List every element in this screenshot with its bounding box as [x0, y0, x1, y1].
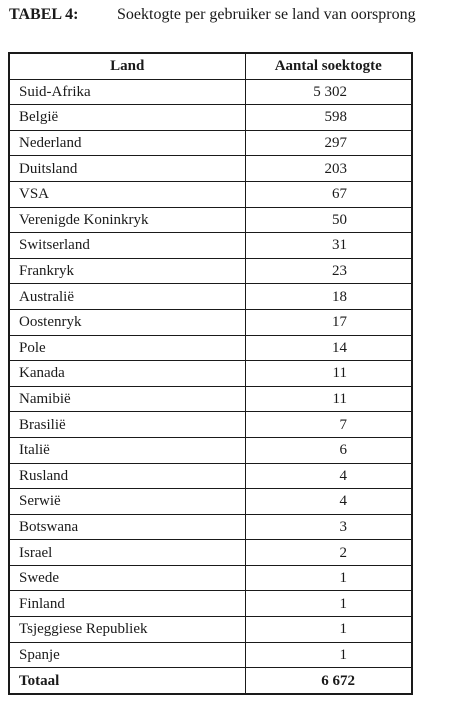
search-count-cell: 1 — [245, 565, 412, 591]
country-cell: Finland — [9, 591, 245, 617]
country-cell: Frankryk — [9, 258, 245, 284]
search-count-cell: 2 — [245, 540, 412, 566]
country-cell: Spanje — [9, 642, 245, 668]
search-count-cell: 23 — [245, 258, 412, 284]
total-label-cell: Totaal — [9, 668, 245, 694]
search-count-cell: 203 — [245, 156, 412, 182]
search-count-cell: 297 — [245, 130, 412, 156]
country-cell: Switserland — [9, 233, 245, 259]
search-count-cell: 11 — [245, 361, 412, 387]
table-row — [9, 489, 412, 515]
table-row — [9, 181, 412, 207]
column-header-land: Land — [9, 53, 245, 79]
country-cell: Botswana — [9, 514, 245, 540]
search-count-cell: 18 — [245, 284, 412, 310]
country-cell: Verenigde Koninkryk — [9, 207, 245, 233]
country-cell: VSA — [9, 181, 245, 207]
table-row — [9, 207, 412, 233]
search-count-cell: 17 — [245, 309, 412, 335]
search-count-cell: 4 — [245, 489, 412, 515]
search-count-cell: 1 — [245, 642, 412, 668]
table-row — [9, 386, 412, 412]
table-row — [9, 437, 412, 463]
country-cell: Swede — [9, 565, 245, 591]
country-cell: Israel — [9, 540, 245, 566]
country-cell: België — [9, 105, 245, 131]
search-count-cell: 50 — [245, 207, 412, 233]
search-count-cell: 14 — [245, 335, 412, 361]
search-by-country-table — [8, 52, 413, 695]
table-title: Soektogte per gebruiker se land van oorsprong — [117, 6, 416, 23]
country-cell: Kanada — [9, 361, 245, 387]
search-count-cell: 5 302 — [245, 79, 412, 105]
table-row — [9, 156, 412, 182]
table-row — [9, 258, 412, 284]
search-count-cell: 67 — [245, 181, 412, 207]
country-cell: Italië — [9, 437, 245, 463]
search-count-cell: 6 — [245, 437, 412, 463]
table-row — [9, 284, 412, 310]
search-count-cell: 7 — [245, 412, 412, 438]
country-cell: Oostenryk — [9, 309, 245, 335]
country-cell: Namibië — [9, 386, 245, 412]
column-header-count: Aantal soektogte — [245, 53, 412, 79]
table-row — [9, 335, 412, 361]
table-row — [9, 233, 412, 259]
table-caption — [9, 4, 467, 26]
search-count-cell: 4 — [245, 463, 412, 489]
table-row — [9, 105, 412, 131]
country-cell: Rusland — [9, 463, 245, 489]
table-row — [9, 412, 412, 438]
search-count-cell: 11 — [245, 386, 412, 412]
table-row — [9, 361, 412, 387]
search-count-cell: 1 — [245, 591, 412, 617]
table-row — [9, 591, 412, 617]
search-count-cell: 3 — [245, 514, 412, 540]
country-cell: Suid-Afrika — [9, 79, 245, 105]
table-total-row — [9, 668, 412, 694]
table-row — [9, 514, 412, 540]
table-number-label: TABEL 4: — [9, 6, 79, 23]
country-cell: Nederland — [9, 130, 245, 156]
table-row — [9, 642, 412, 668]
total-count-cell: 6 672 — [245, 668, 412, 694]
table-header-row — [9, 53, 412, 79]
table-row — [9, 540, 412, 566]
search-count-cell: 31 — [245, 233, 412, 259]
country-cell: Serwië — [9, 489, 245, 515]
table-row — [9, 130, 412, 156]
country-cell: Brasilië — [9, 412, 245, 438]
search-count-cell: 598 — [245, 105, 412, 131]
table-row — [9, 463, 412, 489]
table-row — [9, 617, 412, 643]
country-cell: Duitsland — [9, 156, 245, 182]
table-row — [9, 309, 412, 335]
country-cell: Australië — [9, 284, 245, 310]
search-count-cell: 1 — [245, 617, 412, 643]
table-row — [9, 565, 412, 591]
table-row — [9, 79, 412, 105]
country-cell: Pole — [9, 335, 245, 361]
search-by-country-table-container — [8, 52, 410, 695]
table-body — [9, 79, 412, 694]
country-cell: Tsjeggiese Republiek — [9, 617, 245, 643]
